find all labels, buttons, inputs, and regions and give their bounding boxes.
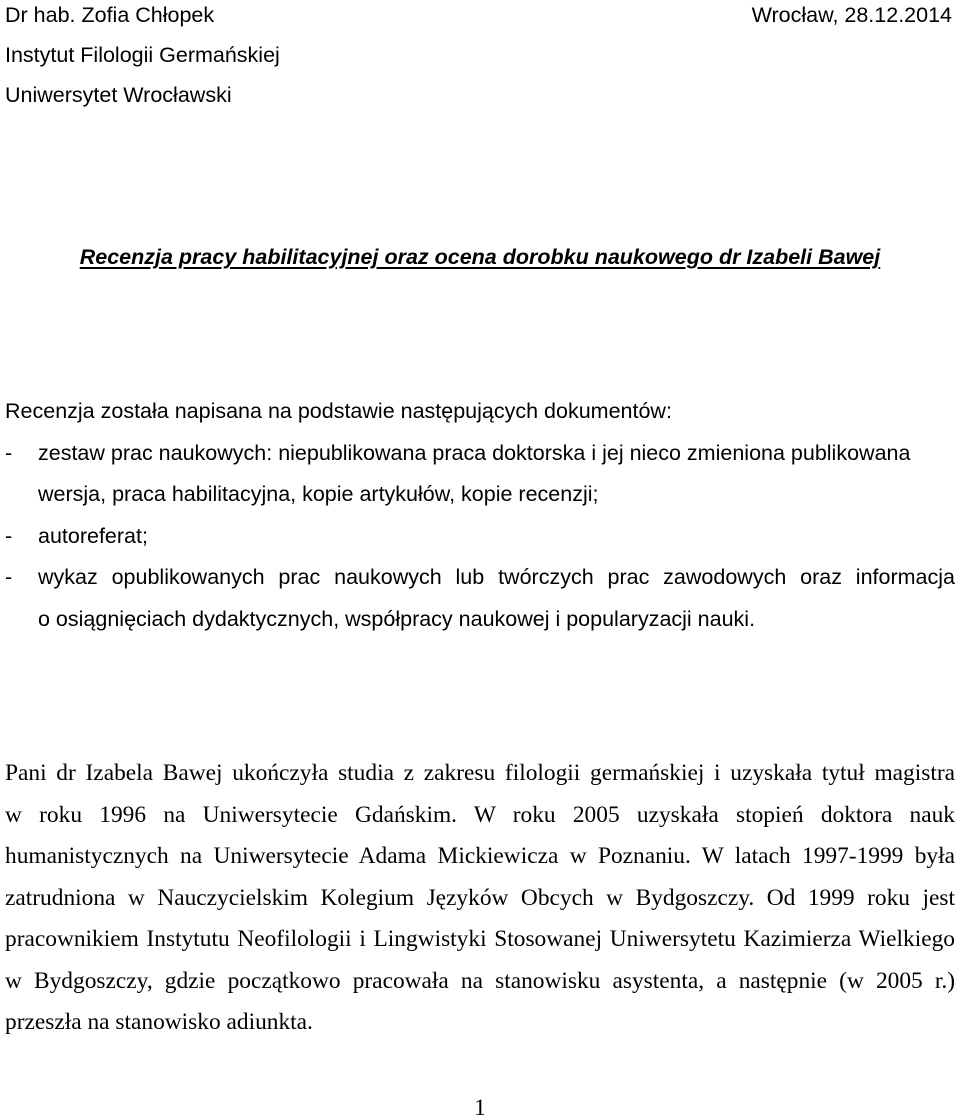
author-name: Dr hab. Zofia Chłopek bbox=[5, 3, 215, 27]
page-number: 1 bbox=[474, 1095, 486, 1120]
document-title bbox=[0, 237, 960, 277]
list-bullet: - bbox=[5, 523, 13, 548]
list-item bbox=[5, 433, 955, 516]
list-item-line: wykaz opublikowanych prac naukowych lub twórczych prac zawodowych oraz informacja bbox=[38, 565, 955, 590]
paragraph-line: Pani dr Izabela Bawej ukończyła studia z zakresu filologii germańskiej i uzyskała tytuł magistra bbox=[5, 760, 955, 786]
paragraph-line: zatrudniona w Nauczycielskim Kolegium Języków Obcych w Bydgoszczy. Od 1999 roku jest bbox=[5, 884, 955, 911]
list-item-text bbox=[38, 557, 955, 640]
letter-header bbox=[5, 0, 952, 115]
list-bullet: - bbox=[5, 565, 13, 590]
place-and-date: Wrocław, 28.12.2014 bbox=[751, 3, 952, 27]
documents-section bbox=[5, 391, 955, 641]
intro-sentence: Recenzja została napisana na podstawie następujących dokumentów: bbox=[5, 399, 672, 423]
list-item-line: o osiągnięciach dydaktycznych, współpracy naukowej i popularyzacji nauki. bbox=[38, 606, 756, 631]
list-item-line: wersja, praca habilitacyjna, kopie artykułów, kopie recenzji; bbox=[38, 482, 599, 507]
list-item-text bbox=[38, 516, 955, 558]
list-item bbox=[5, 557, 955, 640]
biography-paragraph bbox=[5, 753, 955, 1044]
list-bullet: - bbox=[5, 440, 13, 465]
paragraph-line: pracownikiem Instytutu Neofilologii i Lingwistyki Stosowanej Uniwersytetu Kazimierza Wielkiego bbox=[5, 926, 955, 952]
header-first-row bbox=[5, 0, 952, 35]
document-title-text: Recenzja pracy habilitacyjnej oraz ocena dorobku naukowego dr Izabeli Bawej bbox=[79, 245, 881, 269]
institute-name: Instytut Filologii Germańskiej bbox=[5, 43, 280, 67]
paragraph-line: w roku 1996 na Uniwersytecie Gdańskim. W roku 2005 uzyskała stopień doktora nauk bbox=[5, 801, 955, 828]
paragraph-line: przeszła na stanowisko adiunkta. bbox=[5, 1009, 313, 1035]
list-item-text bbox=[38, 433, 955, 516]
paragraph-line: w Bydgoszczy, gdzie początkowo pracowała na stanowisku asystenta, a następnie (w 2005 r.) bbox=[5, 967, 955, 994]
university-name: Uniwersytet Wrocławski bbox=[5, 83, 232, 107]
list-item-line: autoreferat; bbox=[38, 523, 148, 548]
paragraph-line: humanistycznych na Uniwersytecie Adama Mickiewicza w Poznaniu. W latach 1997-1999 była bbox=[5, 843, 955, 869]
list-item bbox=[5, 516, 955, 558]
list-item-line: zestaw prac naukowych: niepublikowana praca doktorska i jej nieco zmieniona publikowana bbox=[38, 440, 911, 465]
